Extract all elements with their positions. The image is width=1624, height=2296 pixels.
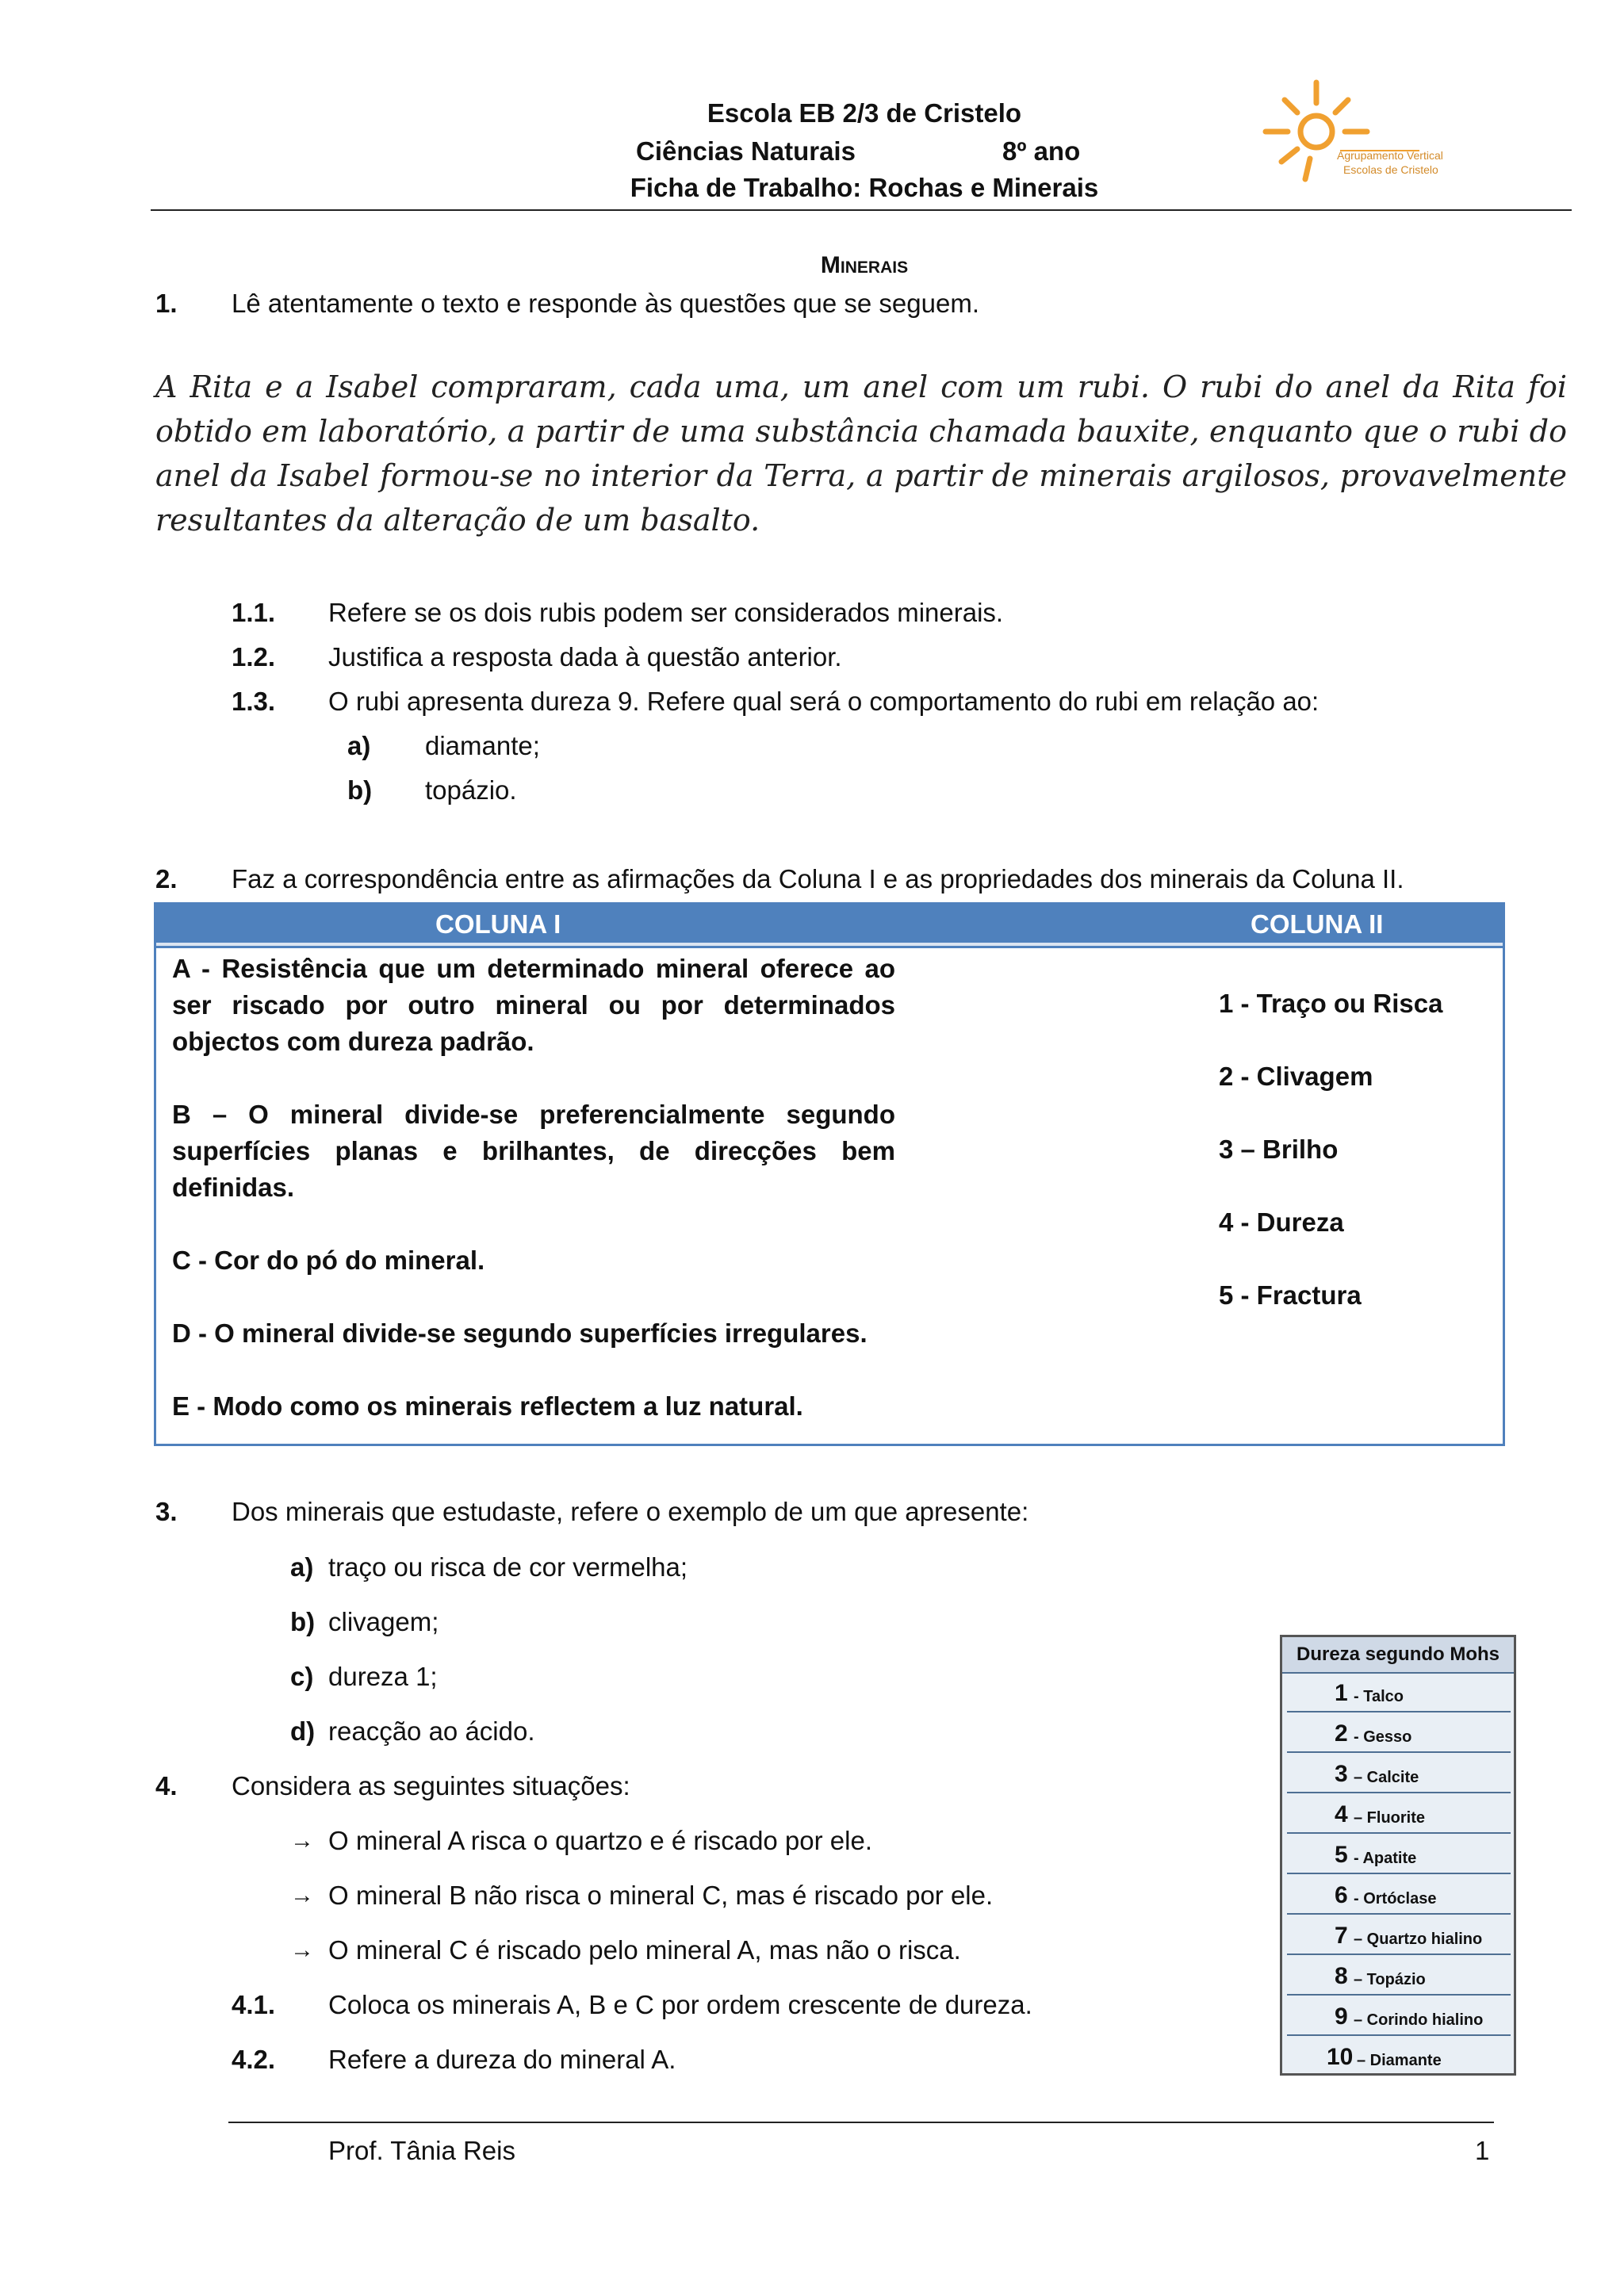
q3a-label: a) (290, 1552, 314, 1582)
footer-author: Prof. Tânia Reis (328, 2136, 515, 2165)
mohs-mineral: - Gesso (1354, 1728, 1412, 1746)
q4-number: 4. (155, 1771, 178, 1800)
column-2-item-4: 4 - Dureza (1219, 1207, 1344, 1237)
q1-1-text: Refere se os dois rubis podem ser considerados minerais. (328, 598, 1004, 627)
school-logo (1261, 76, 1443, 187)
column-1-item-c: C - Cor do pó do mineral. (172, 1246, 485, 1275)
q4-situation-1: O mineral A risca o quartzo e é riscado por ele. (328, 1826, 873, 1855)
mohs-mineral: – Calcite (1354, 1769, 1419, 1786)
q1-3-text: O rubi apresenta dureza 9. Refere qual será o comportamento do rubi em relação ao: (328, 687, 1320, 716)
column-1-header: COLUNA I (435, 909, 561, 939)
column-2-item-1: 1 - Traço ou Risca (1219, 989, 1443, 1018)
q3c-text: dureza 1; (328, 1662, 438, 1691)
q4-situation-3: O mineral C é riscado pelo mineral A, mas não o risca. (328, 1935, 961, 1965)
q4-situation-2: O mineral B não risca o mineral C, mas é riscado por ele. (328, 1881, 994, 1910)
table-row (1287, 1755, 1511, 1793)
arrow-icon: → (290, 1827, 314, 1854)
q1-1-number: 1.1. (232, 598, 276, 627)
q1-text: Lê atentamente o texto e responde às questões que se seguem. (232, 289, 979, 318)
q1-3a-text: diamante; (425, 731, 540, 760)
table-row (1287, 1795, 1511, 1834)
table-row (1287, 1674, 1511, 1712)
table-row (1287, 1835, 1511, 1874)
table-header (156, 905, 1503, 946)
mohs-hardness: 1 (1335, 1680, 1348, 1706)
table-row (1287, 1916, 1511, 1955)
q1-3a-label: a) (347, 731, 371, 760)
q3c-label: c) (290, 1662, 314, 1691)
q2-number: 2. (155, 864, 178, 894)
column-2-header: COLUNA II (1251, 909, 1384, 939)
q3-text: Dos minerais que estudaste, refere o exemplo de um que apresente: (232, 1497, 1029, 1526)
q3b-text: clivagem; (328, 1607, 439, 1636)
header-divider (151, 209, 1572, 211)
column-2-item-2: 2 - Clivagem (1219, 1062, 1373, 1091)
section-title: Minerais (820, 252, 909, 278)
q4-1-text: Coloca os minerais A, B e C por ordem crescente de dureza. (328, 1990, 1032, 2019)
q4-2-number: 4.2. (232, 2045, 276, 2074)
mohs-mineral: - Ortóclase (1354, 1890, 1437, 1908)
q3d-label: d) (290, 1716, 316, 1746)
q1-3b-text: topázio. (425, 775, 517, 805)
q2-text: Faz a correspondência entre as afirmações da Coluna I e as propriedades dos minerais da Coluna II. (232, 864, 1404, 894)
mohs-hardness: 5 (1335, 1842, 1348, 1868)
table-header-rule (156, 946, 1503, 948)
mohs-scale-table (1280, 1635, 1516, 2076)
logo-text-line2: Escolas de Cristelo (1343, 163, 1438, 176)
column-1-item-b: B – O mineral divide-se preferencialmente segundo superfícies planas e brilhantes, de direcções bem definidas. (172, 1100, 895, 1202)
q4-2-text: Refere a dureza do mineral A. (328, 2045, 676, 2074)
column-1-item-d: D - O mineral divide-se segundo superfícies irregulares. (172, 1318, 868, 1348)
logo-text-line1: Agrupamento Vertical (1337, 149, 1443, 162)
column-1-item-e: E - Modo como os minerais reflectem a luz natural. (172, 1391, 803, 1421)
arrow-icon: → (290, 1937, 314, 1963)
table-row (1287, 2038, 1511, 2076)
mohs-mineral: – Fluorite (1354, 1809, 1426, 1827)
column-1-item-a: A - Resistência que um determinado mineral oferece ao ser riscado por outro mineral ou por determinados objectos com dureza padrão. (172, 954, 895, 1056)
q1-2-text: Justifica a resposta dada à questão anterior. (328, 642, 842, 672)
table-row (1287, 1997, 1511, 2036)
table-row (1287, 1876, 1511, 1915)
mohs-mineral: – Corindo hialino (1354, 2011, 1484, 2029)
column-2-item-3: 3 – Brilho (1219, 1135, 1339, 1164)
school-year: 8º ano (1002, 136, 1081, 166)
q1-number: 1. (155, 289, 178, 318)
q3a-text: traço ou risca de cor vermelha; (328, 1552, 688, 1582)
page-number: 1 (1475, 2136, 1490, 2165)
q4-1-number: 4.1. (232, 1990, 276, 2019)
q1-3-number: 1.3. (232, 687, 276, 716)
mohs-hardness: 8 (1335, 1963, 1348, 1989)
mohs-hardness: 7 (1335, 1923, 1348, 1949)
mohs-hardness: 6 (1335, 1882, 1348, 1908)
q4-text: Considera as seguintes situações: (232, 1771, 630, 1800)
matching-table (154, 902, 1505, 1446)
mohs-title: Dureza segundo Mohs (1282, 1637, 1514, 1674)
footer-divider (228, 2122, 1494, 2123)
mohs-mineral: – Quartzo hialino (1354, 1931, 1483, 1948)
worksheet-title: Ficha de Trabalho: Rochas e Minerais (630, 173, 1099, 202)
mohs-hardness: 9 (1335, 2003, 1348, 2030)
arrow-icon: → (290, 1882, 314, 1908)
q1-3b-label: b) (347, 775, 373, 805)
school-name: Escola EB 2/3 de Cristelo (707, 98, 1022, 128)
q3d-text: reacção ao ácido. (328, 1716, 535, 1746)
mohs-hardness: 3 (1335, 1761, 1348, 1787)
table-row (1287, 1714, 1511, 1753)
subject: Ciências Naturais (636, 136, 856, 166)
mohs-mineral: – Topázio (1354, 1971, 1426, 1988)
q1-story: A Rita e a Isabel compraram, cada uma, um anel com um rubi. O rubi do anel da Rita foi obtido em laboratório, a partir de uma substância chamada bauxite, enquanto que o rubi do anel da Isabel formou-se no interior da Terra, a partir de minerais argilosos, provavelmente resultantes da alteração de um basalto. (155, 369, 1567, 538)
mohs-hardness: 4 (1335, 1801, 1348, 1827)
mohs-mineral: - Talco (1354, 1688, 1404, 1705)
q3b-label: b) (290, 1607, 316, 1636)
mohs-hardness: 2 (1335, 1720, 1348, 1747)
mohs-mineral: - Apatite (1354, 1850, 1417, 1867)
column-2-item-5: 5 - Fractura (1219, 1280, 1362, 1310)
table-row (1287, 1957, 1511, 1996)
mohs-hardness: 10 (1327, 2044, 1354, 2070)
mohs-mineral: – Diamante (1357, 2052, 1442, 2069)
q1-2-number: 1.2. (232, 642, 276, 672)
q3-number: 3. (155, 1497, 178, 1526)
